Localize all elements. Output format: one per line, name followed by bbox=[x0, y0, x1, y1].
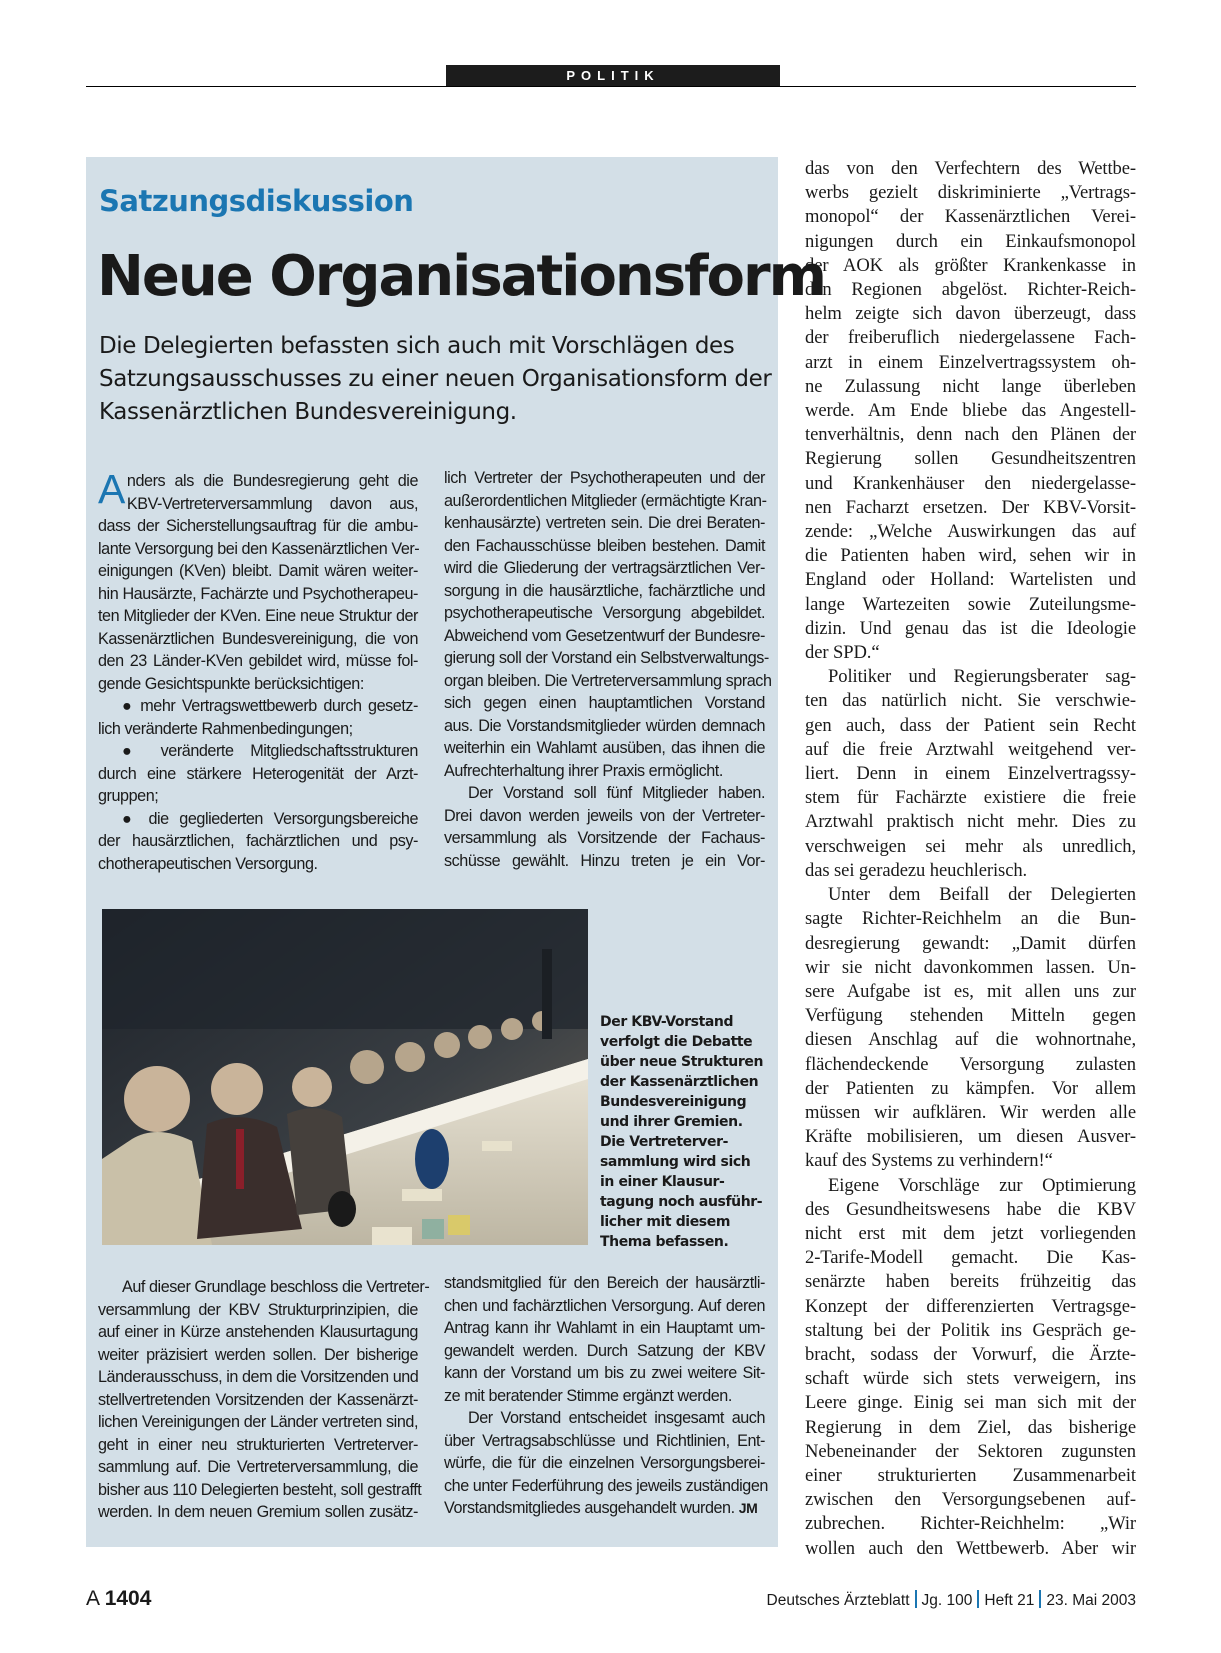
text-line: tenverhältnis, denn nach den Plänen der bbox=[805, 424, 1136, 446]
caption-line: sammlung wird sich bbox=[600, 1154, 751, 1170]
photo-illustration bbox=[102, 909, 588, 1245]
text-line: Arztwahl praktisch nicht mehr. Dies zu bbox=[805, 811, 1136, 833]
text-line: lichen Vereinigungen der Länder vertreten sind, bbox=[98, 1413, 418, 1431]
text-line: würfe, die für die einzelnen Versorgungsberei- bbox=[444, 1454, 765, 1472]
text-line: der Patienten zu kämpfen. Vor allem bbox=[805, 1077, 1136, 1099]
journal-name: Deutsches Ärzteblatt bbox=[766, 1592, 910, 1609]
text-line: nders als die Bundesregierung geht die bbox=[126, 472, 418, 490]
caption-line: tagung noch ausführ- bbox=[600, 1194, 763, 1210]
text-line: staltung bei der Politik ins Gespräch ge- bbox=[805, 1319, 1136, 1341]
text-line: lich veränderte Rahmenbedingungen; bbox=[98, 719, 353, 738]
text-line: werde. Am Ende bliebe das Angestell- bbox=[805, 400, 1136, 422]
text-line: durch eine stärkere Heterogenität der Arzt- bbox=[98, 764, 418, 783]
text-line: flächendeckende Versorgung zulasten bbox=[805, 1053, 1136, 1075]
publication-info bbox=[767, 1590, 1136, 1612]
caption-line: in einer Klausur- bbox=[600, 1174, 725, 1190]
text-line: ten Mitglieder der KVen. Eine neue Struktur der bbox=[98, 607, 418, 625]
text-line: Kassenärztlichen Bundesvereinigung, die von bbox=[98, 629, 418, 648]
text-line: stellvertretenden Vorsitzenden der Kassenärzt- bbox=[98, 1390, 418, 1409]
caption-line: über neue Strukturen bbox=[600, 1054, 764, 1070]
caption-line: der Kassenärztlichen bbox=[600, 1074, 759, 1090]
text-line: lante Versorgung bei den Kassenärztlichen Ver- bbox=[98, 539, 420, 558]
text-line: der freiberuflich niedergelassene Fach- bbox=[805, 327, 1136, 349]
top-rule bbox=[86, 86, 1136, 87]
publication-date: 23. Mai 2003 bbox=[1046, 1592, 1136, 1609]
text-line: Regierung in dem Ziel, das bisherige bbox=[805, 1416, 1136, 1438]
lead-line: Kassenärztlichen Bundesvereinigung. bbox=[99, 399, 517, 425]
text-line: liert. Denn in einem Einzelvertragssy- bbox=[805, 763, 1136, 785]
lead-line: Die Delegierten befassten sich auch mit Vorschlägen des bbox=[99, 333, 735, 359]
caption-line: verfolgt die Debatte bbox=[600, 1034, 753, 1050]
text-line: wird die Gliederung der vertragsärztlichen Ver- bbox=[444, 559, 765, 577]
text-line: Verfügung stehenden Mitteln gegen bbox=[805, 1005, 1136, 1027]
text-line: Länderausschuss, in dem die Vorsitzenden und bbox=[98, 1368, 419, 1386]
text-line: werden. In dem neuen Gremium sollen zusätz- bbox=[98, 1503, 418, 1521]
text-line: Antrag kann ihr Wahlamt in ein Hauptamt um- bbox=[444, 1319, 765, 1337]
caption-line: licher mit diesem bbox=[600, 1214, 731, 1230]
text-line: KBV-Vertreterversammlung davon aus, bbox=[126, 494, 418, 513]
text-line: sere Aufgabe ist es, mit allen uns zur bbox=[805, 980, 1136, 1002]
text-line: kenhausärzte) vertreten sein. Die drei Beraten- bbox=[444, 514, 765, 532]
caption-line: Thema befassen. bbox=[600, 1234, 729, 1250]
text-line: ten das natürlich nicht. Sie verschwie- bbox=[805, 690, 1136, 712]
journal-volume: Jg. 100 bbox=[921, 1592, 973, 1609]
divider bbox=[1039, 1590, 1041, 1608]
body-column-4 bbox=[444, 1272, 768, 1520]
article-kicker: Satzungsdiskussion bbox=[99, 184, 414, 218]
divider bbox=[977, 1590, 979, 1608]
text-line: nicht erst mit dem jetzt vorliegenden bbox=[805, 1222, 1136, 1244]
caption-line: Der KBV-Vorstand bbox=[600, 1014, 734, 1030]
text-line: ne Zulassung nicht lange überleben bbox=[805, 375, 1136, 397]
text-line: über Vertragsabschlüsse und Richtlinien, Ent- bbox=[444, 1431, 765, 1450]
text-line: ze mit beratender Stimme ergänzt werden. bbox=[444, 1386, 732, 1405]
text-line: zubrechen. Richter-Reichhelm: „Wir bbox=[805, 1513, 1136, 1535]
text-line: das sei geradezu heuchlerisch. bbox=[805, 859, 1028, 881]
text-line: gierung soll der Vorstand ein Selbstverwaltungs- bbox=[444, 649, 769, 667]
caption-line: Die Vertreterver- bbox=[600, 1134, 728, 1150]
text-line: diesen Anschlag auf die wohnortnahe, bbox=[805, 1029, 1136, 1051]
bullet-line: ● veränderte Mitgliedschaftsstrukturen bbox=[122, 742, 418, 760]
text-line: Konzept der differenzierten Vertragsge- bbox=[805, 1295, 1136, 1317]
text-line: Abweichend vom Gesetzentwurf der Bundesre- bbox=[444, 626, 765, 645]
text-line: müssen wir aufklären. Wir werden alle bbox=[805, 1101, 1136, 1123]
page-number bbox=[86, 1586, 151, 1612]
text-line: sich gegen einen hauptamtlichen Vorstand bbox=[444, 694, 765, 712]
text-line: der SPD.“ bbox=[805, 642, 880, 664]
text-line: versammlung als Vorsitzende der Fachaus- bbox=[444, 829, 765, 847]
divider bbox=[915, 1590, 917, 1608]
text-line: werbs gezielt diskriminierte „Vertrags- bbox=[805, 182, 1136, 204]
text-line: stem für Fachärzte existiere die freie bbox=[805, 787, 1136, 809]
text-line: Drei davon werden jeweils von der Vertreter- bbox=[444, 806, 765, 825]
page-number-value: 1404 bbox=[104, 1587, 152, 1610]
text-line: desregierung gewandt: „Damit dürfen bbox=[805, 932, 1136, 954]
text-line: monopol“ der Kassenärztlichen Verei- bbox=[805, 206, 1136, 228]
text-line: dass der Sicherstellungsauftrag für die ambu- bbox=[98, 517, 418, 535]
text-line: des Gesundheitswesens habe die KBV bbox=[805, 1198, 1136, 1220]
text-line: sammlung auf. Die Vertreterversammlung, die bbox=[98, 1458, 418, 1476]
article-photo bbox=[102, 909, 588, 1245]
text-line: die Patienten haben wird, sehen wir in bbox=[805, 545, 1136, 567]
text-line: hin Hausärzte, Fachärzte und Psychotherapeu- bbox=[98, 584, 418, 603]
photo-caption bbox=[600, 1012, 775, 1252]
text-line: außerordentlichen Mitglieder (ermächtigte Kran- bbox=[444, 491, 767, 510]
text-line: Unter dem Beifall der Delegierten bbox=[828, 884, 1136, 906]
text-line-content: Vorstandsmitgliedes ausgehandelt wurden. bbox=[444, 1499, 735, 1517]
text-line: lange Wartezeiten sowie Zuteilungsme- bbox=[805, 593, 1136, 615]
text-line: nigungen durch ein Einkaufsmonopol bbox=[805, 230, 1136, 252]
text-line: gruppen; bbox=[98, 787, 159, 805]
text-line: che unter Federführung des jeweils zuständigen bbox=[444, 1476, 768, 1495]
text-line: und Krankenhäuser den niedergelasse- bbox=[805, 472, 1136, 494]
text-line: verschweigen sei mehr als unredlich, bbox=[805, 835, 1136, 857]
text-line: Auf dieser Grundlage beschloss die Vertreter- bbox=[122, 1278, 430, 1296]
text-line: einer strukturierten Zusammenarbeit bbox=[805, 1464, 1136, 1486]
text-line: Aufrechterhaltung ihrer Praxis ermöglicht. bbox=[444, 761, 723, 780]
text-line: kann der Vorstand um bis zu zwei weitere Sit- bbox=[444, 1364, 765, 1382]
text-line: Nebeneinander der Sektoren zugunsten bbox=[805, 1440, 1136, 1462]
text-line: versammlung der KBV Strukturprinzipien, die bbox=[98, 1300, 418, 1319]
text-line: den 23 Länder-KVen gebildet wird, müsse fol- bbox=[98, 652, 418, 670]
text-line: England oder Holland: Wartelisten und bbox=[805, 569, 1136, 591]
text-line: Der Vorstand entscheidet insgesamt auch bbox=[468, 1409, 765, 1427]
text-line: arzt in einem Einzelvertragssystem oh- bbox=[805, 351, 1136, 373]
text-line bbox=[444, 1497, 765, 1520]
text-line: chen und fachärztlichen Versorgung. Auf deren bbox=[444, 1296, 765, 1315]
article-lead bbox=[99, 330, 772, 429]
text-line: standsmitglied für den Bereich der hausärztli- bbox=[444, 1274, 765, 1292]
text-line: wollen auch den Wettbewerb. Aber wir bbox=[805, 1537, 1136, 1559]
text-line: den Regionen abgelöst. Richter-Reich- bbox=[805, 279, 1136, 301]
author-signature: JM bbox=[738, 1500, 758, 1516]
text-line: lich Vertreter der Psychotherapeuten und der bbox=[444, 469, 765, 487]
body-column-3 bbox=[98, 1276, 430, 1524]
bullet-line: ● mehr Vertragswettbewerb durch gesetz- bbox=[122, 697, 418, 715]
text-line: kauf des Systems zu verhindern!“ bbox=[805, 1150, 1053, 1172]
text-line: bisher aus 110 Delegierten besteht, soll gestrafft bbox=[98, 1480, 422, 1499]
text-line: aus. Die Vorstandsmitglieder würden demnach bbox=[444, 716, 765, 735]
text-line: chotherapeutischen Versorgung. bbox=[98, 854, 318, 873]
text-line: Eigene Vorschläge zur Optimierung bbox=[828, 1174, 1136, 1196]
right-column bbox=[805, 157, 1136, 1561]
text-line: bracht, sodass der Vorwurf, die Ärzte- bbox=[805, 1343, 1136, 1365]
text-line: weiter präzisiert werden sollen. Der bisherige bbox=[98, 1345, 418, 1364]
text-line: schüsse gewählt. Hinzu treten je ein Vor- bbox=[444, 851, 765, 870]
text-line: senärzte haben bereits frühzeitig das bbox=[805, 1271, 1136, 1293]
text-line: schaft würde sich stets verweigern, ins bbox=[805, 1368, 1136, 1390]
text-line: helm zeigte sich davon überzeugt, dass bbox=[805, 303, 1136, 325]
bullet-line: ● die gegliederten Versorgungsbereiche bbox=[122, 809, 418, 828]
text-line: Politiker und Regierungsberater sag- bbox=[828, 666, 1136, 688]
text-line: Leere ginge. Einig sei man sich mit der bbox=[805, 1392, 1136, 1414]
text-line: gewandelt werden. Durch Satzung der KBV bbox=[444, 1341, 765, 1360]
text-line: den Fachausschüsse bleiben bestehen. Damit bbox=[444, 536, 765, 555]
text-line: das von den Verfechtern des Wettbe- bbox=[805, 158, 1136, 179]
text-line: 2-Tarife-Modell gemacht. Die Kas- bbox=[805, 1247, 1136, 1269]
text-line: der hausärztlichen, fachärztlichen und psy- bbox=[98, 832, 418, 850]
page-prefix: A bbox=[86, 1587, 99, 1610]
text-line: Der Vorstand soll fünf Mitglieder haben. bbox=[468, 784, 765, 802]
text-line: auf die freie Arztwahl weitgehend ver- bbox=[805, 738, 1136, 760]
journal-issue: Heft 21 bbox=[984, 1592, 1035, 1609]
text-line: organ bleiben. Die Vertreterversammlung sprach bbox=[444, 671, 772, 690]
body-column-2 bbox=[444, 467, 772, 872]
caption-line: Bundesvereinigung bbox=[600, 1094, 747, 1110]
text-line: psychotherapeutische Versorgung abgebildet. bbox=[444, 604, 765, 622]
text-line: gende Gesichtspunkte berücksichtigen: bbox=[98, 674, 364, 693]
text-line: einigungen (KVen) bleibt. Damit wären weiter- bbox=[98, 562, 418, 580]
text-line: wir sie nicht davonkommen lassen. Un- bbox=[805, 956, 1136, 978]
text-line: der AOK als größter Krankenkasse in bbox=[805, 254, 1136, 276]
article-headline: Neue Organisationsform bbox=[97, 244, 825, 309]
text-line: Regierung sollen Gesundheitszentren bbox=[805, 448, 1136, 470]
text-line: zwischen den Versorgungsebenen auf- bbox=[805, 1489, 1136, 1511]
text-line: nen Facharzt ersetzen. Der KBV-Vorsit- bbox=[805, 496, 1136, 518]
section-tag: POLITIK bbox=[446, 65, 780, 86]
caption-line: und ihrer Gremien. bbox=[600, 1114, 743, 1130]
lead-line: Satzungsausschusses zu einer neuen Organisationsform der bbox=[99, 366, 772, 392]
drop-cap: A bbox=[98, 466, 125, 512]
text-line: auf einer in Kürze anstehenden Klausurtagung bbox=[98, 1323, 418, 1341]
text-line: geht in einer neu strukturierten Vertreterver- bbox=[98, 1435, 418, 1454]
text-line: Kräfte mobilisieren, um diesen Ausver- bbox=[805, 1126, 1136, 1148]
text-line: dizin. Und genau das ist die Ideologie bbox=[805, 617, 1136, 639]
body-column-1 bbox=[98, 466, 420, 875]
text-line: sorgung in die hausärztliche, fachärztliche und bbox=[444, 581, 765, 600]
text-line: zende: „Welche Auswirkungen das auf bbox=[805, 521, 1136, 543]
text-line: gen auch, dass der Patient sein Recht bbox=[805, 714, 1136, 736]
text-line: weiterhin ein Wahlamt ausüben, das ihnen die bbox=[444, 739, 765, 757]
text-line: sagte Richter-Reichhelm an die Bun- bbox=[805, 908, 1136, 930]
